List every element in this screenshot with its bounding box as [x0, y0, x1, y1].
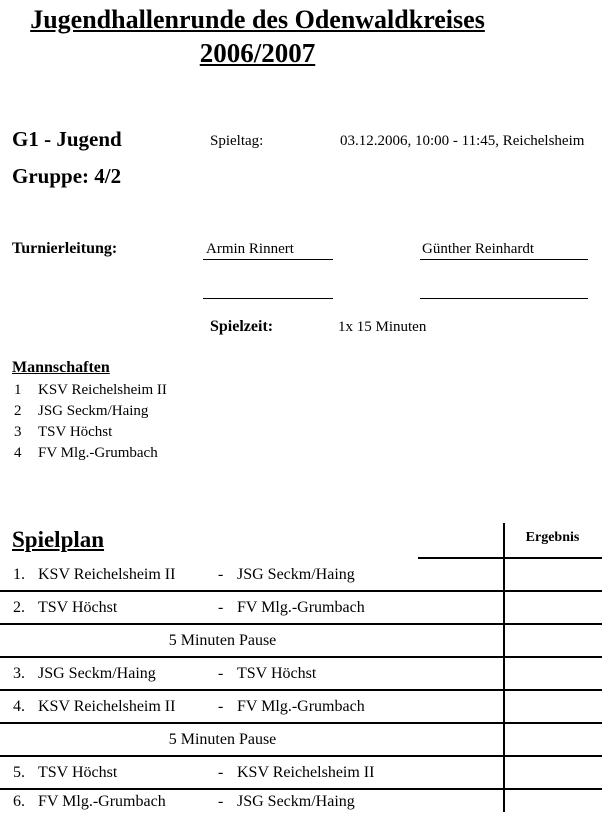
away-team: FV Mlg.-Grumbach [237, 698, 365, 715]
match-number: 6. [13, 793, 25, 810]
team-list-item [0, 424, 400, 445]
home-team: KSV Reichelsheim II [38, 566, 176, 583]
team-name: JSG Seckm/Haing [38, 403, 149, 419]
team-list-item [0, 382, 400, 403]
spielzeit-value: 1x 15 Minuten [338, 319, 427, 335]
team-name: FV Mlg.-Grumbach [38, 445, 158, 461]
away-team: JSG Seckm/Haing [237, 566, 355, 583]
home-team: TSV Höchst [38, 599, 118, 616]
ergebnis-column-header: Ergebnis [525, 530, 580, 545]
group-name: G1 - Jugend [12, 127, 122, 151]
home-team: KSV Reichelsheim II [38, 698, 176, 715]
match-number: 3. [13, 665, 25, 682]
team-number: 2 [14, 403, 22, 419]
away-team: KSV Reichelsheim II [237, 764, 375, 781]
match-row [0, 592, 602, 625]
spielplan-heading: Spielplan [12, 527, 105, 552]
pause-label: 5 Minuten Pause [168, 632, 277, 649]
match-number: 1. [13, 566, 25, 583]
team-name: KSV Reichelsheim II [38, 382, 167, 398]
vs-dash: - [218, 599, 224, 616]
match-row [0, 757, 602, 790]
official-name-2: Günther Reinhardt [422, 241, 535, 257]
season-title: 2006/2007 [199, 38, 316, 68]
turnierleitung-label: Turnierleitung: [12, 240, 118, 257]
match-row [0, 790, 602, 815]
signature-line-2 [420, 259, 588, 260]
match-row [0, 658, 602, 691]
match-row [0, 691, 602, 724]
signature-line-1 [203, 259, 333, 260]
team-number: 4 [14, 445, 22, 461]
vs-dash: - [218, 698, 224, 715]
pause-label: 5 Minuten Pause [168, 731, 277, 748]
team-list-item [0, 445, 400, 466]
team-list [0, 382, 400, 466]
home-team: JSG Seckm/Haing [38, 665, 156, 682]
match-number: 2. [13, 599, 25, 616]
team-name: TSV Höchst [38, 424, 113, 440]
page-title: Jugendhallenrunde des Odenwaldkreises [30, 5, 485, 34]
team-number: 3 [14, 424, 22, 440]
home-team: TSV Höchst [38, 764, 118, 781]
group-number: Gruppe: 4/2 [12, 164, 122, 188]
team-list-item [0, 403, 400, 424]
pause-row [0, 625, 602, 658]
spieltag-label: Spieltag: [210, 133, 264, 149]
vs-dash: - [218, 793, 224, 810]
away-team: JSG Seckm/Haing [237, 793, 355, 810]
official-name-1: Armin Rinnert [206, 241, 294, 257]
match-row [0, 559, 602, 592]
spielzeit-label: Spielzeit: [210, 318, 274, 335]
away-team: FV Mlg.-Grumbach [237, 599, 365, 616]
match-number: 4. [13, 698, 25, 715]
match-number: 5. [13, 764, 25, 781]
mannschaften-heading: Mannschaften [12, 359, 110, 376]
signature-line-3 [203, 298, 333, 299]
team-number: 1 [14, 382, 22, 398]
vs-dash: - [218, 665, 224, 682]
vs-dash: - [218, 764, 224, 781]
pause-row [0, 724, 602, 757]
vs-dash: - [218, 566, 224, 583]
spieltag-value: 03.12.2006, 10:00 - 11:45, Reichelsheim [340, 133, 585, 149]
header [0, 0, 515, 69]
home-team: FV Mlg.-Grumbach [38, 793, 166, 810]
signature-line-4 [420, 298, 588, 299]
away-team: TSV Höchst [237, 665, 317, 682]
